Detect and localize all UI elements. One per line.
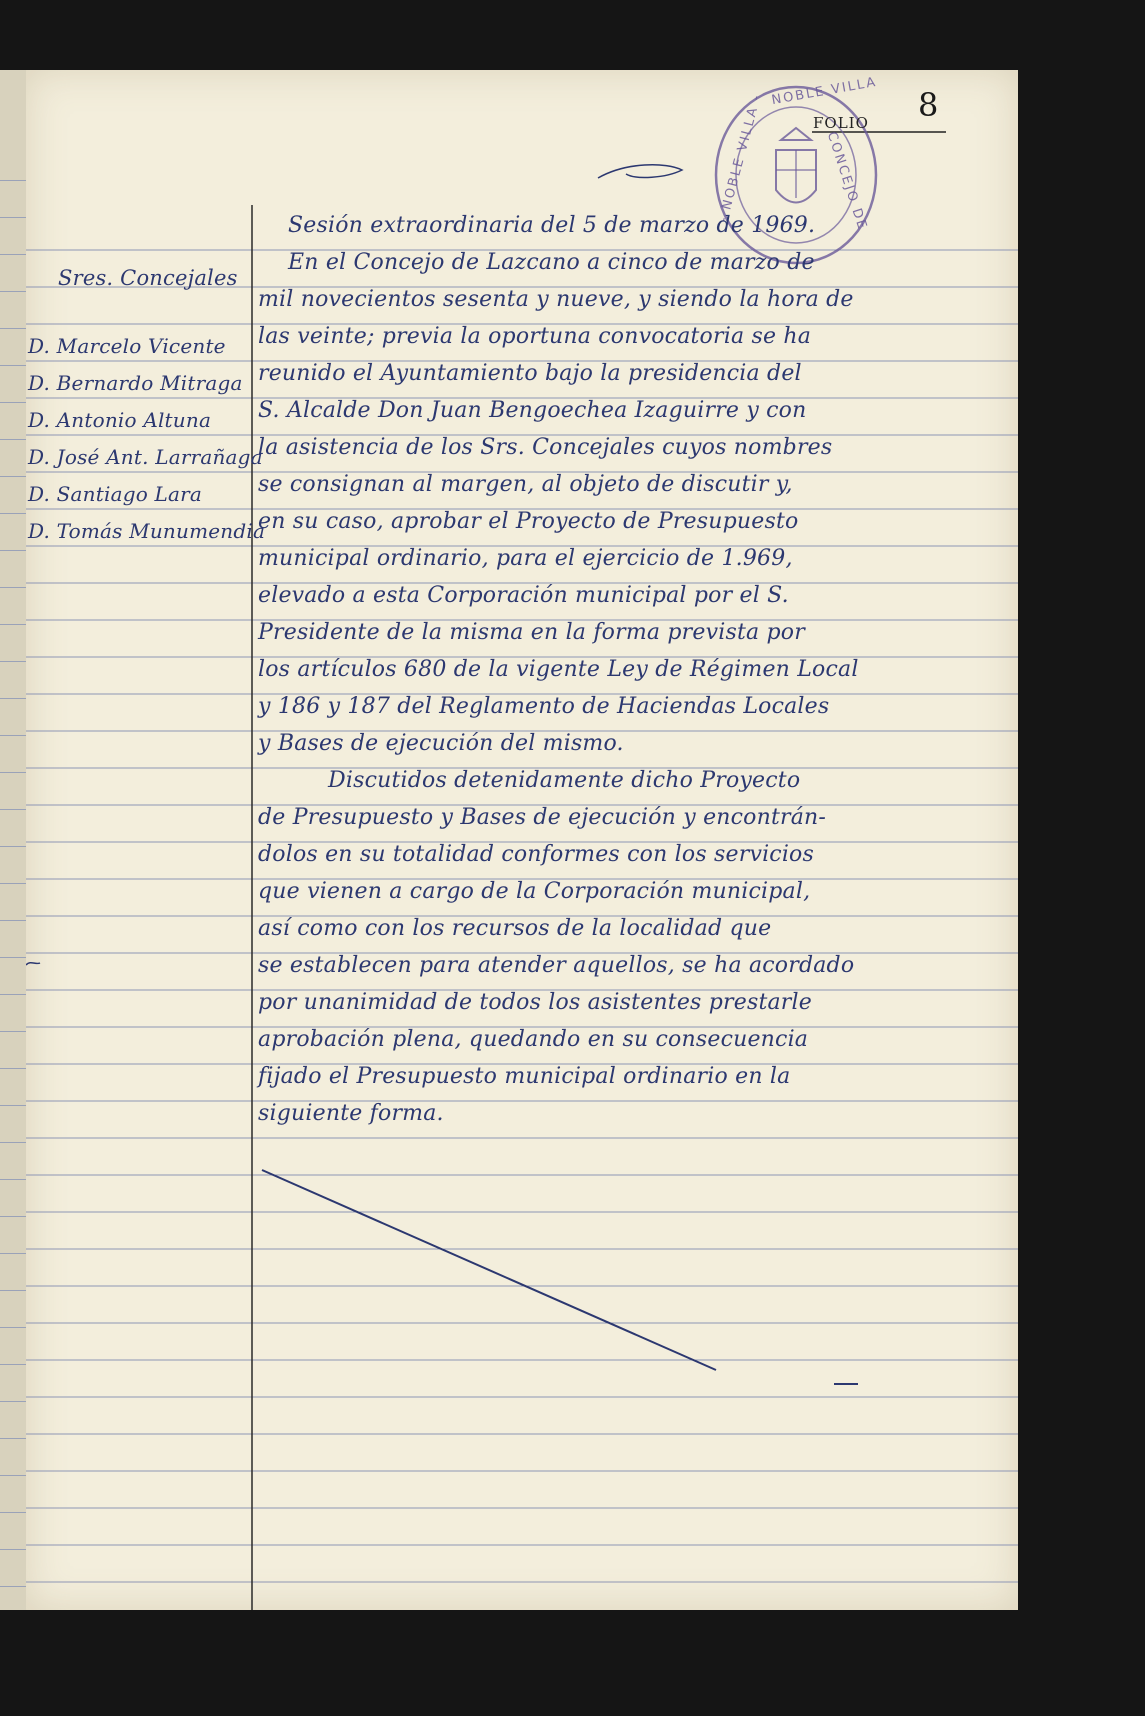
- council-member: D. Santiago Lara: [28, 482, 202, 506]
- folio-label: FOLIO: [813, 114, 869, 132]
- council-member: D. Bernardo Mitraga: [28, 371, 243, 395]
- minutes-line: municipal ordinario, para el ejercicio de 1.969,: [258, 546, 793, 571]
- title-flourish: [598, 165, 682, 178]
- minutes-line: dolos en su totalidad conformes con los servicios: [258, 842, 814, 867]
- minutes-line: elevado a esta Corporación municipal por el S.: [258, 583, 789, 608]
- minutes-line: mil novecientos sesenta y nueve, y siendo la hora de: [258, 287, 854, 312]
- minutes-line: se consignan al margen, al objeto de discutir y,: [258, 472, 793, 497]
- minutes-line: aprobación plena, quedando en su consecuencia: [258, 1027, 809, 1052]
- council-member: D. Tomás Munumendia: [28, 519, 266, 543]
- council-member: D. José Ant. Larrañaga: [28, 445, 263, 469]
- seal-left-text: - NOBLE VILLA -: [716, 91, 765, 224]
- margin-heading: Sres. Concejales: [58, 266, 238, 290]
- minutes-line: por unanimidad de todos los asistentes prestarle: [258, 990, 812, 1015]
- folio-number: 8: [918, 86, 939, 124]
- minutes-line: En el Concejo de Lazcano a cinco de marzo de: [288, 250, 815, 275]
- minutes-line: de Presupuesto y Bases de ejecución y encontrán-: [258, 805, 827, 830]
- session-title: Sesión extraordinaria del 5 de marzo de 1969.: [288, 213, 816, 238]
- minutes-line: los artículos 680 de la vigente Ley de Régimen Local: [258, 657, 859, 682]
- council-member: D. Marcelo Vicente: [28, 334, 226, 358]
- council-member: D. Antonio Altuna: [28, 408, 212, 432]
- minutes-line: las veinte; previa la oportuna convocatoria se ha: [258, 324, 812, 349]
- minutes-line: y Bases de ejecución del mismo.: [258, 731, 624, 756]
- minutes-line: reunido el Ayuntamiento bajo la presidencia del: [258, 361, 802, 386]
- margin-squiggle: [26, 963, 40, 965]
- ledger-page: [26, 70, 1018, 1610]
- minutes-line: así como con los recursos de la localidad que: [258, 916, 772, 941]
- minutes-line: en su caso, aprobar el Proyecto de Presupuesto: [258, 509, 799, 534]
- seal-top-text: NOBLE VILLA: [770, 74, 879, 109]
- minutes-line: se establecen para atender aquellos, se ha acordado: [258, 953, 855, 978]
- seal-right-text: CONCEJO DE: [823, 130, 870, 233]
- minutes-line: fijado el Presupuesto municipal ordinario en la: [258, 1064, 791, 1089]
- minutes-line: y 186 y 187 del Reglamento de Haciendas Locales: [258, 694, 830, 719]
- minutes-line: la asistencia de los Srs. Concejales cuyos nombres: [258, 435, 833, 460]
- minutes-line: que vienen a cargo de la Corporación municipal,: [258, 879, 811, 904]
- minutes-line: Presidente de la misma en la forma prevista por: [258, 620, 805, 645]
- minutes-line: Discutidos detenidamente dicho Proyecto: [328, 768, 801, 793]
- minutes-line: S. Alcalde Don Juan Bengoechea Izaguirre y con: [258, 398, 807, 423]
- cancel-stroke: [262, 1170, 716, 1370]
- minutes-line: siguiente forma.: [258, 1101, 444, 1126]
